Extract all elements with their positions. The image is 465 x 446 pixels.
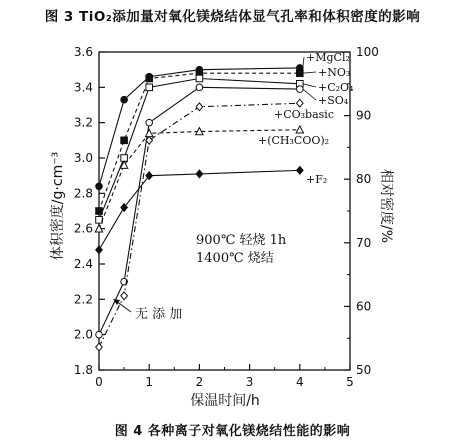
data-point bbox=[146, 119, 153, 126]
series-label: +MgCl₂ bbox=[306, 51, 350, 64]
y-right-tick-label: 80 bbox=[356, 172, 372, 187]
data-point bbox=[146, 129, 153, 136]
x-tick-label: 2 bbox=[195, 375, 204, 389]
y-left-tick-label: 2.2 bbox=[73, 292, 93, 307]
data-point bbox=[96, 343, 103, 351]
x-tick-label: 4 bbox=[295, 375, 304, 389]
top-caption: 图 3 TiO₂添加量对氧化镁烧结体显气孔率和体积密度的影响 bbox=[44, 9, 421, 25]
data-point bbox=[96, 331, 103, 338]
data-point bbox=[96, 183, 103, 190]
series-label: +CO₃basic bbox=[274, 108, 334, 121]
bottom-caption: 图 4 各种离子对氧化镁烧结性能的影响 bbox=[114, 424, 351, 439]
y-left-tick-label: 1.8 bbox=[73, 363, 93, 377]
y-axis-right-title: 相对密度/% bbox=[378, 168, 394, 244]
y-axis-left-title: 体积密度/g·cm⁻³ bbox=[50, 151, 66, 261]
x-tick-label: 1 bbox=[145, 375, 154, 389]
series-group bbox=[95, 65, 303, 351]
series-4 bbox=[96, 84, 303, 338]
data-point bbox=[121, 292, 128, 300]
y-left-tick-label: 3.0 bbox=[73, 151, 93, 165]
x-tick-label: 5 bbox=[346, 375, 354, 389]
data-point bbox=[296, 126, 303, 133]
y-left-tick-label: 2.4 bbox=[73, 257, 93, 271]
data-point bbox=[196, 75, 203, 82]
y-right-tick-label: 100 bbox=[356, 45, 379, 59]
data-point bbox=[121, 137, 128, 144]
data-point bbox=[146, 75, 153, 82]
label-leader bbox=[303, 72, 316, 73]
x-tick-label: 0 bbox=[95, 375, 103, 389]
y-right-tick-label: 70 bbox=[356, 235, 372, 250]
annotation-line-2: 1400℃ 烧结 bbox=[196, 251, 274, 266]
series-line bbox=[99, 87, 300, 334]
data-point bbox=[121, 96, 128, 103]
annotation-line-1: 900℃ 轻烧 1h bbox=[196, 233, 287, 248]
series-label: +NO₃ bbox=[318, 66, 351, 79]
x-tick-label: 3 bbox=[245, 375, 254, 389]
series-label: +SO₄ bbox=[318, 94, 349, 107]
data-point bbox=[196, 170, 203, 178]
y-left-tick-label: 3.2 bbox=[73, 115, 93, 130]
plot-frame bbox=[99, 52, 350, 370]
data-point bbox=[146, 84, 153, 91]
y-left-tick-label: 2.6 bbox=[73, 221, 93, 236]
label-leader bbox=[303, 57, 304, 68]
y-right-tick-label: 60 bbox=[356, 299, 372, 314]
series-label: +C₂O₄ bbox=[318, 81, 354, 94]
y-left-tick-label: 2.8 bbox=[73, 186, 93, 201]
y-left-tick-label: 2.0 bbox=[73, 327, 93, 342]
y-right-tick-label: 90 bbox=[356, 108, 372, 123]
y-right-tick-label: 50 bbox=[356, 363, 372, 377]
y-left-tick-label: 3.6 bbox=[73, 45, 93, 59]
series-label: +F₂ bbox=[306, 173, 328, 186]
data-point bbox=[96, 217, 103, 224]
no-additive-label: 无 添 加 bbox=[135, 307, 183, 322]
y-left-tick-label: 3.4 bbox=[73, 80, 93, 95]
x-axis-title: 保温时间/h bbox=[190, 393, 260, 409]
data-point bbox=[196, 84, 203, 91]
data-point bbox=[297, 166, 304, 174]
series-line bbox=[99, 79, 300, 220]
data-point bbox=[297, 99, 304, 107]
series-label: +(CH₃COO)₂ bbox=[258, 134, 330, 147]
data-point bbox=[96, 246, 103, 254]
label-leader bbox=[303, 89, 316, 100]
data-point bbox=[297, 70, 304, 77]
label-leader bbox=[303, 84, 316, 87]
data-point bbox=[196, 103, 203, 111]
data-point bbox=[297, 86, 304, 93]
